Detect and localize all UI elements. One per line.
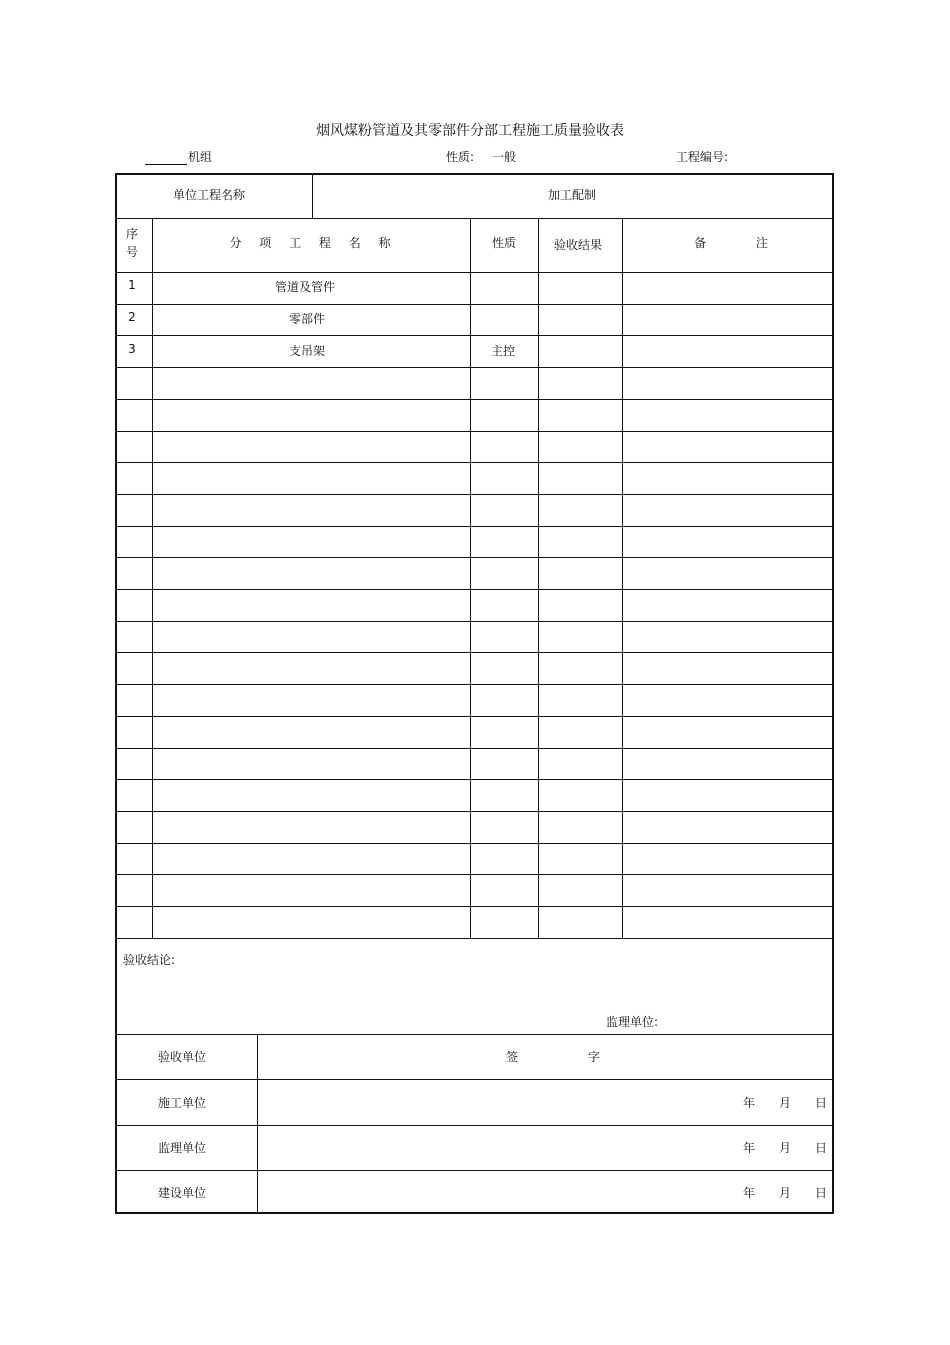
row-3-name: 支吊架 [288, 344, 326, 358]
project-number-label: 工程编号: [676, 150, 729, 164]
row-1-name: 管道及管件 [274, 280, 336, 294]
date-month-1: 月 [778, 1096, 792, 1110]
grid-row-line [117, 272, 832, 273]
grid-column-line [622, 218, 623, 938]
row-3-seq: 3 [128, 342, 136, 356]
header-nature: 性质 [491, 236, 517, 250]
grid-row-line [117, 906, 832, 907]
grid-row-line [117, 589, 832, 590]
document-title: 烟风煤粉管道及其零部件分部工程施工质量验收表 [316, 123, 624, 139]
header-result: 验收结果 [553, 238, 603, 252]
grid-row-line [117, 938, 832, 939]
signoff-header-signature: 签 字 [506, 1050, 600, 1064]
grid-row-line [117, 494, 832, 495]
signoff-row-line [117, 1125, 832, 1126]
unit-blank-line [145, 152, 187, 165]
date-day-1: 日 [814, 1096, 828, 1110]
grid-column-line [470, 218, 471, 938]
nature-value: 一般 [492, 150, 517, 164]
header-subproject-name: 分 项 工 程 名 称 [229, 236, 391, 250]
signoff-header-unit: 验收单位 [157, 1050, 207, 1064]
unit-suffix: 机组 [188, 150, 213, 164]
unit-project-divider [312, 175, 313, 218]
signoff-row-line [117, 1170, 832, 1171]
grid-row-line [117, 462, 832, 463]
grid-row-line [117, 843, 832, 844]
grid-row-line [117, 748, 832, 749]
date-year-1: 年 [742, 1096, 756, 1110]
row-3-nature: 主控 [490, 344, 516, 358]
date-day-2: 日 [814, 1141, 828, 1155]
grid-row-line [117, 367, 832, 368]
unit-project-label: 单位工程名称 [172, 188, 246, 202]
nature-field [446, 148, 516, 165]
grid-column-line [538, 218, 539, 938]
signoff-unit-construction: 施工单位 [157, 1096, 207, 1110]
date-day-3: 日 [814, 1186, 828, 1200]
unit-field [145, 148, 212, 165]
grid-row-line [117, 621, 832, 622]
row-2-seq: 2 [128, 310, 136, 324]
date-month-3: 月 [778, 1186, 792, 1200]
date-year-2: 年 [742, 1141, 756, 1155]
grid-row-line [117, 399, 832, 400]
signoff-unit-supervision: 监理单位 [157, 1141, 207, 1155]
signoff-column-line [257, 1034, 258, 1212]
header-seq-2: 号 [125, 245, 139, 259]
grid-row-line [117, 652, 832, 653]
supervision-unit-label: 监理单位: [606, 1015, 659, 1029]
nature-label: 性质: [446, 150, 475, 164]
grid-row-line [117, 779, 832, 780]
signoff-unit-owner: 建设单位 [157, 1186, 207, 1200]
date-year-3: 年 [742, 1186, 756, 1200]
unit-project-bottom-line [117, 218, 832, 219]
grid-row-line [117, 431, 832, 432]
conclusion-label: 验收结论: [123, 953, 176, 967]
header-seq-1: 序 [125, 227, 139, 241]
grid-row-line [117, 557, 832, 558]
grid-row-line [117, 874, 832, 875]
grid-row-line [117, 684, 832, 685]
project-number-field [676, 148, 728, 165]
grid-row-line [117, 526, 832, 527]
row-1-seq: 1 [128, 278, 136, 292]
signoff-row-line [117, 1079, 832, 1080]
date-month-2: 月 [778, 1141, 792, 1155]
grid-row-line [117, 335, 832, 336]
grid-row-line [117, 304, 832, 305]
acceptance-form-table [115, 173, 834, 1214]
grid-row-line [117, 716, 832, 717]
header-remark: 备 注 [694, 236, 768, 250]
row-2-name: 零部件 [288, 312, 326, 326]
unit-project-value: 加工配制 [547, 188, 597, 202]
grid-column-line [152, 218, 153, 938]
signoff-row-line [117, 1034, 832, 1035]
grid-row-line [117, 811, 832, 812]
